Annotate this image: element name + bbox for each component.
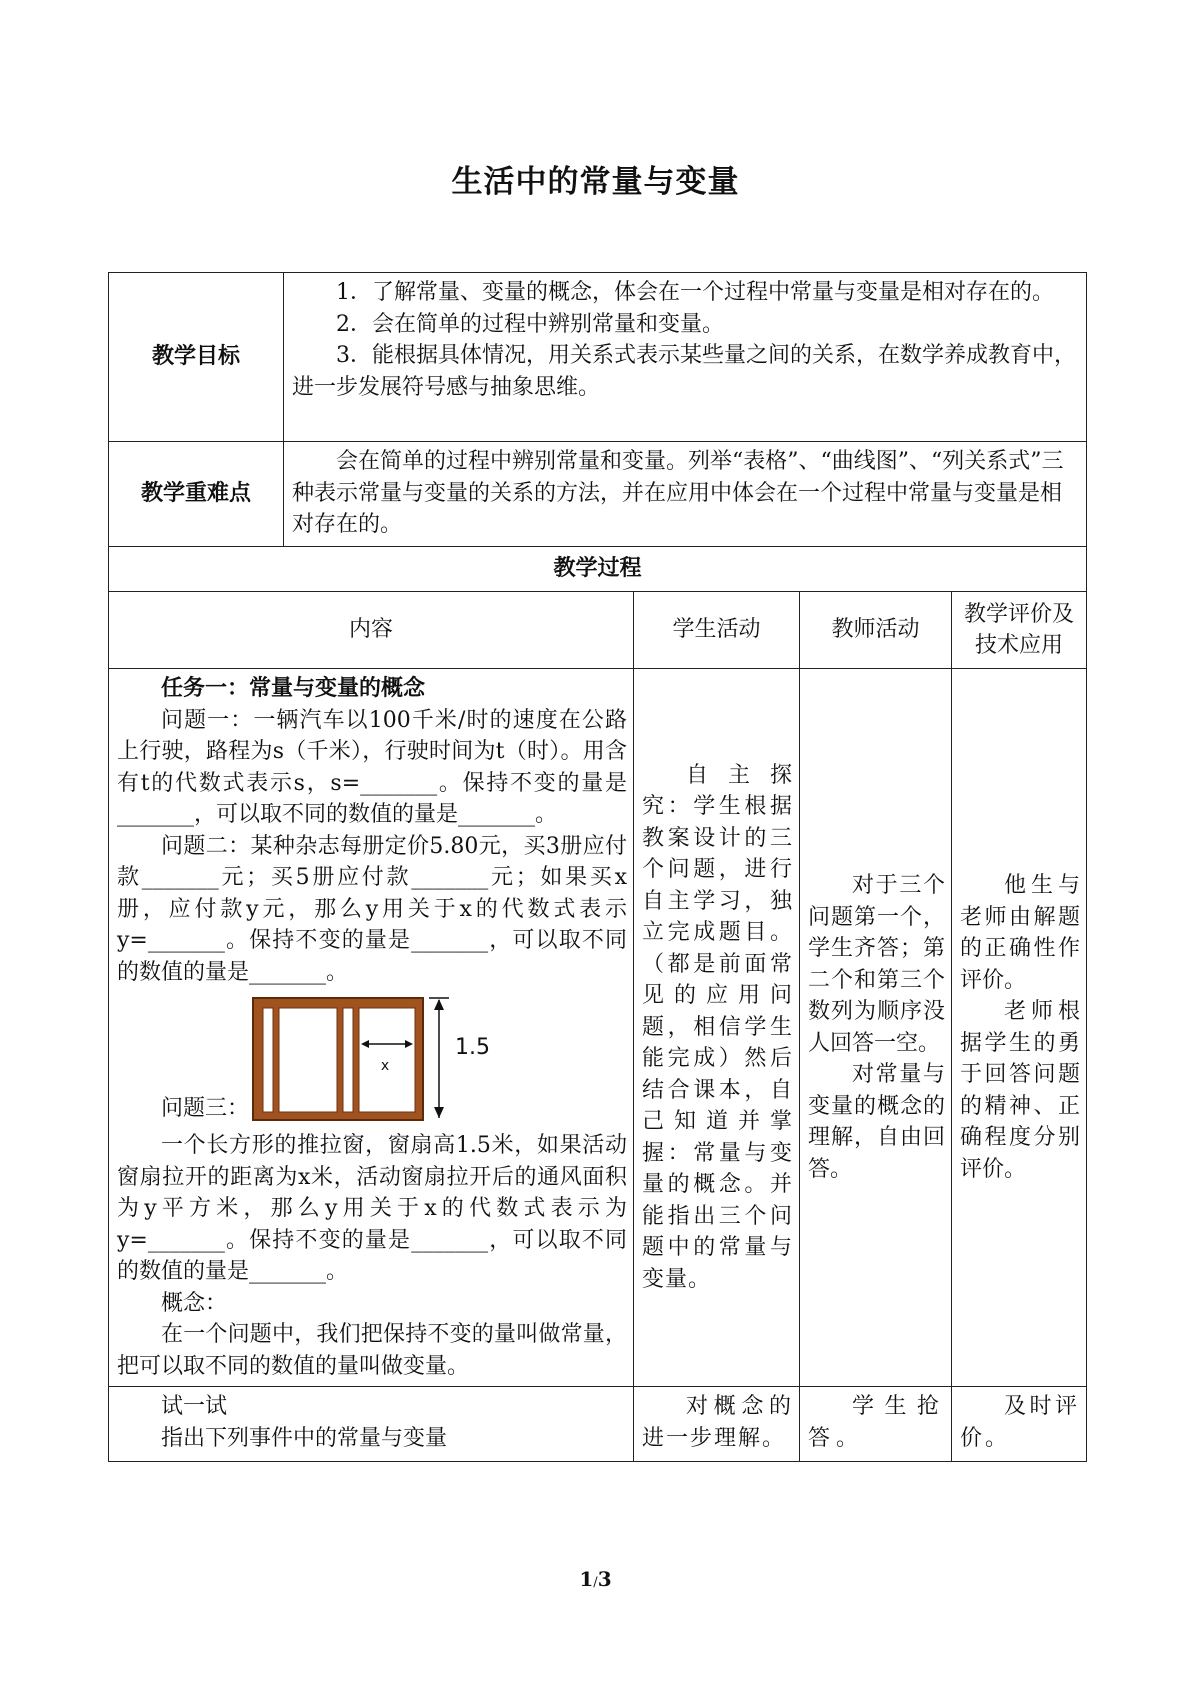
question-three: 一个长方形的推拉窗，窗扇高1.5米，如果活动窗扇拉开的距离为x米，活动窗扇拉开后的通风面积为y平方米，那么y用关于x的代数式表示为y=_______。保持不变的量是_______，可以取不同的数值的量是_______。	[117, 1133, 627, 1284]
process-heading: 教学过程	[109, 547, 1087, 592]
objective-item: 2．会在简单的过程中辨别常量和变量。	[336, 311, 724, 337]
concept-text: 在一个问题中，我们把保持不变的量叫做常量，把可以取不同的数值的量叫做变量。	[117, 1322, 627, 1379]
header-content: 内容	[109, 592, 634, 669]
page-current: 1	[579, 1567, 594, 1591]
key-points-text: 会在简单的过程中辨别常量和变量。列举“表格”、“曲线图”、“列关系式”三种表示常量与变量的关系的方法，并在应用中体会在一个过程中常量与变量是相对存在的。	[292, 449, 1064, 537]
key-points-label: 教学重难点	[109, 442, 284, 547]
objective-item: 1．了解常量、变量的概念，体会在一个过程中常量与变量是相对存在的。	[336, 280, 1054, 305]
key-points-row	[109, 442, 1087, 547]
try-it-content	[109, 1387, 634, 1462]
question-two: 问题二：某种杂志每册定价5.80元，买3册应付款_______元；买5册应付款_______元；如果买x册，应付款y元，那么y用关于x的代数式表示y=_______。保持不变的量是_______，可以取不同的数值的量是_______。	[117, 833, 627, 985]
page-title: 生活中的常量与变量	[451, 164, 740, 200]
figure-width-label: x	[380, 1058, 390, 1074]
question-one: 问题一：一辆汽车以100千米/时的速度在公路上行驶，路程为s（千米），行驶时间为t（时）。用含有t的代数式表示s，s=_______。保持不变的量是_______，可以取不同的数值的量是_______。	[117, 707, 627, 827]
objectives-row	[109, 273, 1087, 442]
teacher-activity-text: 对于三个问题第一个，学生齐答；第二个和第三个数列为顺序没人回答一空。	[808, 873, 945, 1056]
page-separator: /	[593, 1575, 598, 1590]
column-header-row	[109, 592, 1087, 669]
page-number	[0, 1567, 1191, 1591]
process-heading-row	[109, 547, 1087, 592]
concept-label: 概念：	[161, 1290, 228, 1316]
objectives-content	[284, 273, 1087, 442]
task1-row	[109, 669, 1087, 1387]
task1-content	[109, 669, 634, 1387]
key-points-content	[284, 442, 1087, 547]
evaluation-text: 老师根据学生的勇于回答问题的精神、正确程度分别评价。	[960, 999, 1081, 1182]
header-student: 学生活动	[634, 592, 800, 669]
try-it-evaluation	[952, 1387, 1087, 1462]
task1-teacher-activity	[800, 669, 952, 1387]
objective-item: 3．能根据具体情况，用关系式表示某些量之间的关系，在数学养成教育中，进一步发展符号感与抽象思维。	[292, 343, 1076, 400]
student-activity-text: 自主探究：学生根据教案设计的三个问题，进行自主学习，独立完成题目。（都是前面常见的应用问题，相信学生能完成）然后结合课本，自己知道并掌握：常量与变量的概念。并能指出三个问题中的常量与变量。	[642, 762, 793, 1292]
task1-student-activity	[634, 669, 800, 1387]
try-it-student-text: 对概念的进一步理解。	[642, 1394, 793, 1451]
page-total: 3	[597, 1567, 612, 1591]
try-it-title: 试一试	[161, 1394, 228, 1419]
evaluation-text: 他生与老师由解题的正确性作评价。	[960, 873, 1081, 993]
task1-title: 任务一：常量与变量的概念	[161, 676, 426, 701]
header-teacher: 教师活动	[800, 592, 952, 669]
teacher-activity-text: 对常量与变量的概念的理解，自由回答。	[808, 1062, 945, 1182]
objectives-label: 教学目标	[109, 273, 284, 442]
question-three-figure-row	[117, 992, 627, 1124]
task1-evaluation	[952, 669, 1087, 1387]
sliding-window-figure	[249, 992, 509, 1124]
question-three-label: 问题三：	[161, 1095, 250, 1121]
try-it-student-activity	[634, 1387, 800, 1462]
try-it-eval-text: 及时评价。	[960, 1394, 1081, 1451]
try-it-row	[109, 1387, 1087, 1462]
try-it-teacher-activity	[800, 1387, 952, 1462]
header-evaluation: 教学评价及技术应用	[952, 592, 1087, 669]
figure-height-label: 1.5	[455, 1035, 491, 1060]
try-it-desc: 指出下列事件中的常量与变量	[161, 1425, 448, 1451]
lesson-plan-table	[108, 272, 1087, 1462]
try-it-teacher-text: 学生抢答。	[808, 1394, 945, 1451]
